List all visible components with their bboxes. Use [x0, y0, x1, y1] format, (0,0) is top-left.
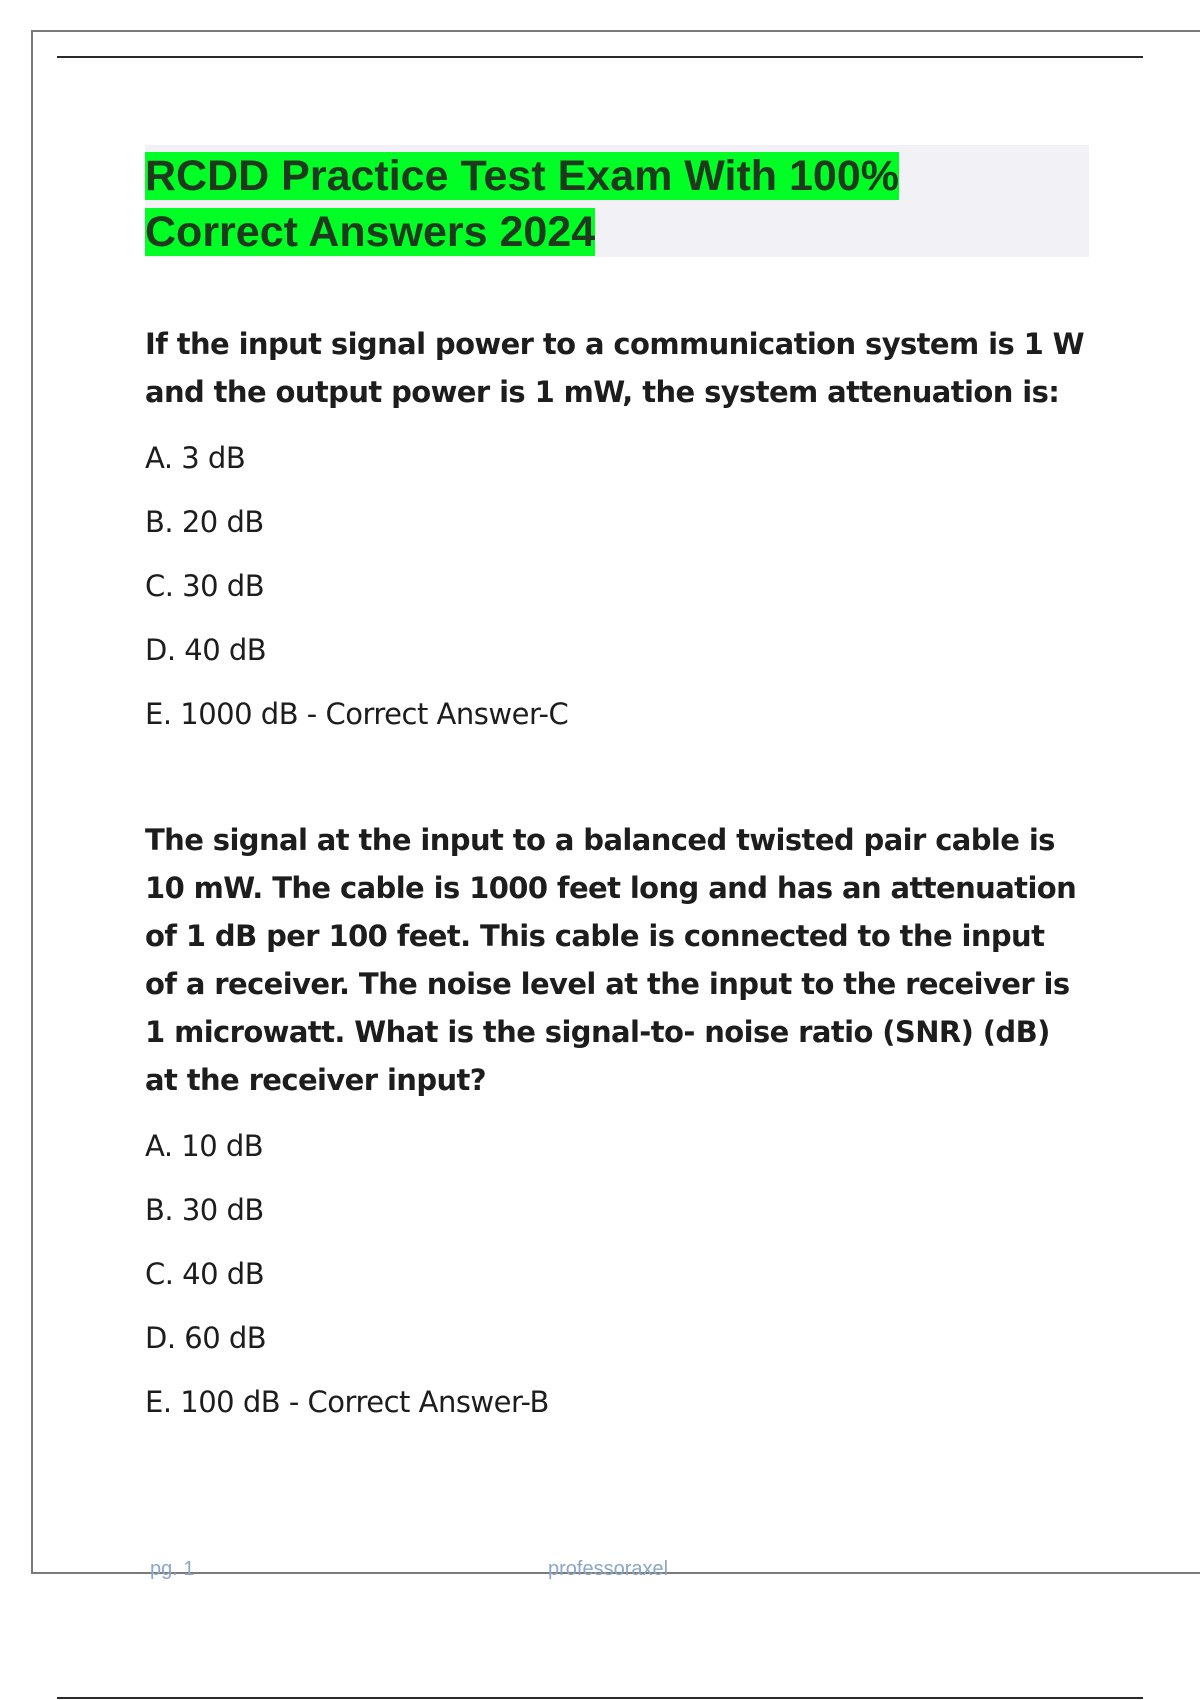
- question-block-2: [145, 816, 1085, 1434]
- footer-rule: [57, 1697, 1143, 1699]
- block-spacer: [145, 746, 1085, 816]
- answer-option: D. 40 dB: [145, 633, 267, 667]
- answer-option: C. 40 dB: [145, 1257, 265, 1291]
- question-block-1: [145, 320, 1085, 746]
- answer-option: A. 3 dB: [145, 441, 246, 475]
- document-title-text: RCDD Practice Test Exam With 100% Correct Answers 2024: [145, 152, 899, 256]
- answer-option: C. 30 dB: [145, 569, 265, 603]
- answer-option: B. 20 dB: [145, 505, 264, 539]
- answer-option: B. 30 dB: [145, 1193, 264, 1227]
- answer-option-with-correct-answer: E. 1000 dB - Correct Answer-C: [145, 697, 569, 731]
- footer-author: professoraxel: [548, 1558, 669, 1580]
- answer-option-with-correct-answer: E. 100 dB - Correct Answer-B: [145, 1385, 549, 1419]
- answer-option: D. 60 dB: [145, 1321, 267, 1355]
- footer-page-number: pg. 1: [150, 1558, 195, 1580]
- header-rule: [57, 56, 1143, 58]
- question-text: The signal at the input to a balanced twisted pair cable is 10 mW. The cable is 1000 feet long and has an attenuation of 1 dB per 100 feet. This cable is connected to the input of a receiver. The noise level at the input to the receiver is 1 microwatt. What is the signal-to- noise ratio (SNR) (dB) at the receiver input?: [145, 823, 1077, 1097]
- question-text: If the input signal power to a communication system is 1 W and the output power is 1 mW, the system attenuation is:: [145, 327, 1085, 409]
- document-title: [145, 148, 1025, 260]
- question-list: [145, 320, 1085, 1434]
- answer-option: A. 10 dB: [145, 1129, 264, 1163]
